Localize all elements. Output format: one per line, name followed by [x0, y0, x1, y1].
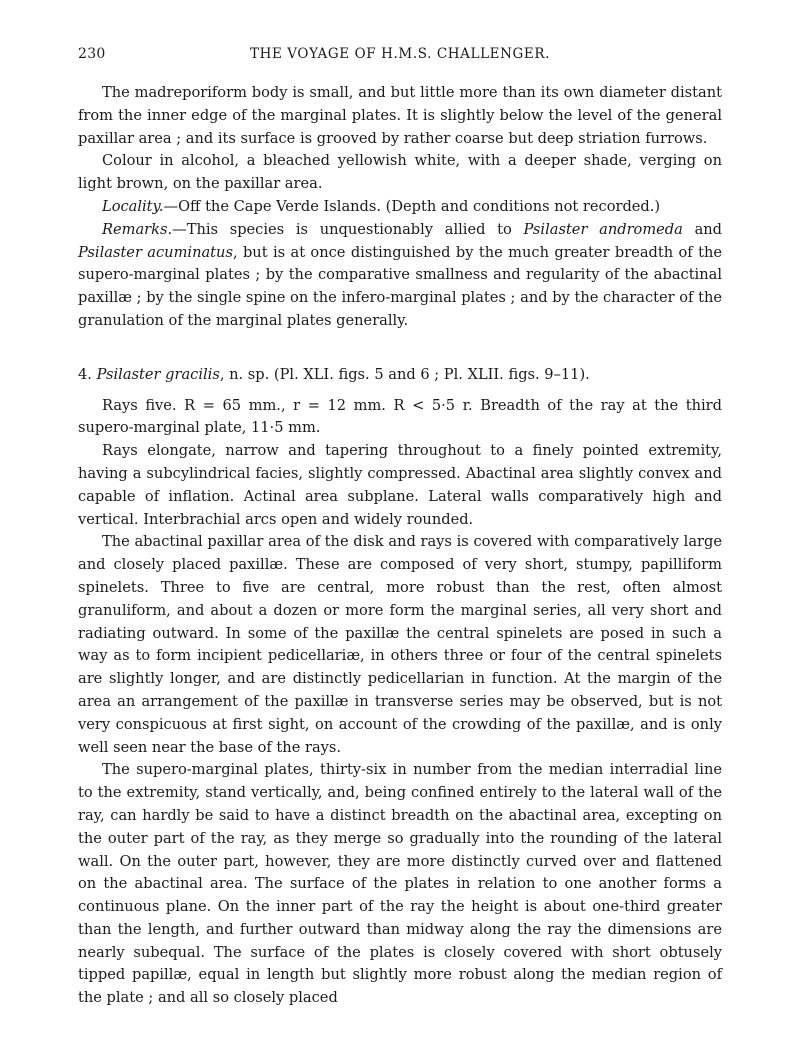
paragraph-locality: [78, 196, 722, 219]
species-name: Psilaster gracilis: [96, 365, 220, 383]
paragraph-rays-measurements: Rays five. R = 65 mm., r = 12 mm. R < 5·5 r. Breadth of the ray at the third supero-marginal plate, 11·5 mm.: [78, 396, 722, 437]
body-text: [78, 82, 722, 1010]
remarks-text-c: , but is at once distinguished by the much greater breadth of the supero-marginal plates ; by the comparative smallness and regularity of the abactinal paxillæ ; by the single spine on the infero-marginal plates ; and by the character of the granulation of the marginal plates generally.: [78, 243, 722, 329]
running-title: THE VOYAGE OF H.M.S. CHALLENGER.: [249, 46, 551, 62]
species-ref-andromeda: Psilaster andromeda: [523, 220, 683, 238]
page-number: 230: [78, 46, 106, 62]
species-heading: [78, 364, 722, 387]
paragraph-colour: Colour in alcohol, a bleached yellowish white, with a deeper shade, verging on light brown, on the paxillar area.: [78, 152, 722, 193]
paragraph-remarks: [78, 219, 722, 333]
paragraph-rays-form: Rays elongate, narrow and tapering throughout to a finely pointed extremity, having a subcylindrical facies, slightly compressed. Abactinal area slightly convex and capable of inflation. Actinal area subplane. Lateral walls comparatively high and vertical. Interbrachial arcs open and widely rounded.: [78, 442, 722, 528]
locality-label: Locality.: [102, 197, 164, 215]
paragraph-abactinal-paxillar: The abactinal paxillar area of the disk and rays is covered with comparatively large and closely placed paxillæ. These are composed of very short, stumpy, papilliform spinelets. Three to five are central, more robust than the rest, often almost granuliform, and about a dozen or more form the marginal series, all very short and radiating outward. In some of the paxillæ the central spinelets are posed in such a way as to form incipient pedicellariæ, in others three or four of the central spinelets are slightly longer, and are distinctly pedicellarian in function. At the margin of the area an arrangement of the paxillæ in transverse series may be observed, but is not very conspicuous at first sight, on account of the crowding of the paxillæ, and is only well seen near the base of the rays.: [78, 533, 722, 756]
species-plate-refs: , n. sp. (Pl. XLI. figs. 5 and 6 ; Pl. XLII. figs. 9–11).: [219, 365, 590, 383]
species-ref-acuminatus: Psilaster acuminatus: [78, 243, 233, 261]
running-head: [78, 40, 722, 70]
paragraph-madreporiform: The madreporiform body is small, and but little more than its own diameter distant from the inner edge of the marginal plates. It is slightly below the level of the general paxillar area ; and its surface is grooved by rather coarse but deep striation furrows.: [78, 84, 722, 147]
remarks-text-a: —This species is unquestionably allied to: [172, 220, 524, 238]
remarks-text-b: and: [682, 220, 723, 238]
species-number: 4.: [78, 365, 97, 383]
locality-text: —Off the Cape Verde Islands. (Depth and conditions not recorded.): [163, 197, 661, 215]
paragraph-supero-marginal: The supero-marginal plates, thirty-six in number from the median interradial line to the extremity, stand vertically, and, being confined entirely to the lateral wall of the ray, can hardly be said to have a distinct breadth on the abactinal area, excepting on the outer part of the ray, as they merge so gradually into the rounding of the lateral wall. On the outer part, however, they are more distinctly curved over and flattened on the abactinal area. The surface of the plates in relation to one another forms a continuous plane. On the inner part of the ray the height is about one-third greater than the length, and further outward than midway along the ray the dimensions are nearly subequal. The surface of the plates is closely covered with short obtusely tipped papillæ, equal in length but slightly more robust along the median region of the plate ; and all so closely placed: [78, 761, 722, 1007]
remarks-label: Remarks.: [102, 220, 173, 238]
